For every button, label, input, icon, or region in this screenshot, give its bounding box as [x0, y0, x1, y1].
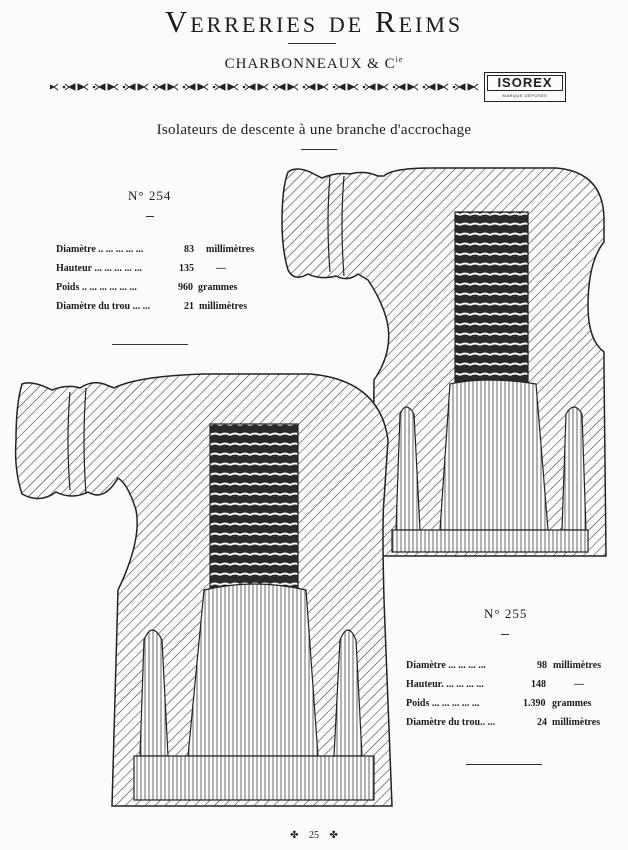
spec-label: Hauteur. ... ... ... ...	[406, 679, 484, 690]
spec-label: Poids .. ... ... ... ... ...	[56, 282, 137, 293]
company-name-text: CHARBONNEAUX & C	[224, 56, 396, 72]
model-number-254: N° 254	[128, 188, 172, 203]
spec-label: Diamètre ... ... ... ...	[406, 660, 486, 671]
spec-value: 21	[184, 301, 194, 312]
spec-unit: grammes	[198, 282, 238, 293]
spec-value: 1.390	[523, 698, 546, 709]
footer-ornament-right: ✤	[329, 830, 338, 841]
insulator-drawing-lower	[16, 374, 392, 806]
page-number: 25	[309, 830, 319, 841]
footer-ornament-left: ✤	[290, 830, 299, 841]
brand-name: ISOREX	[487, 75, 563, 91]
spec-value: 98	[537, 660, 547, 671]
spec-unit: millimètres	[199, 301, 248, 312]
section-heading: Isolateurs de descente à une branche d'accrochage	[156, 122, 472, 138]
spec-unit: grammes	[552, 698, 592, 709]
spec-unit: —	[216, 263, 226, 274]
model-number-255: N° 255	[484, 606, 528, 621]
spec-value: 148	[531, 679, 546, 690]
company-name-suffix: ie	[395, 55, 404, 64]
spec-value: 83	[184, 244, 194, 255]
spec-label: Hauteur ... ... ... ... ...	[56, 263, 142, 274]
spec-label: Diamètre .. ... ... ... ...	[56, 244, 144, 255]
spec-unit: —	[574, 679, 584, 690]
spec-label: Diamètre du trou.. ...	[406, 717, 496, 728]
page-footer	[0, 830, 628, 841]
spec-unit: millimètres	[553, 660, 602, 671]
spec-label: Poids ... ... ... ... ...	[406, 698, 480, 709]
spec-label: Diamètre du trou ... ...	[56, 301, 151, 312]
brand-trademark-note: MARQUE DÉPOSÉE	[502, 93, 548, 98]
spec-value: 135	[179, 263, 194, 274]
spec-unit: millimètres	[206, 244, 255, 255]
page-title: Verreries de Reims	[164, 4, 464, 39]
spec-value: 960	[178, 282, 193, 293]
spec-value: 24	[537, 717, 547, 728]
spec-unit: millimètres	[552, 717, 601, 728]
